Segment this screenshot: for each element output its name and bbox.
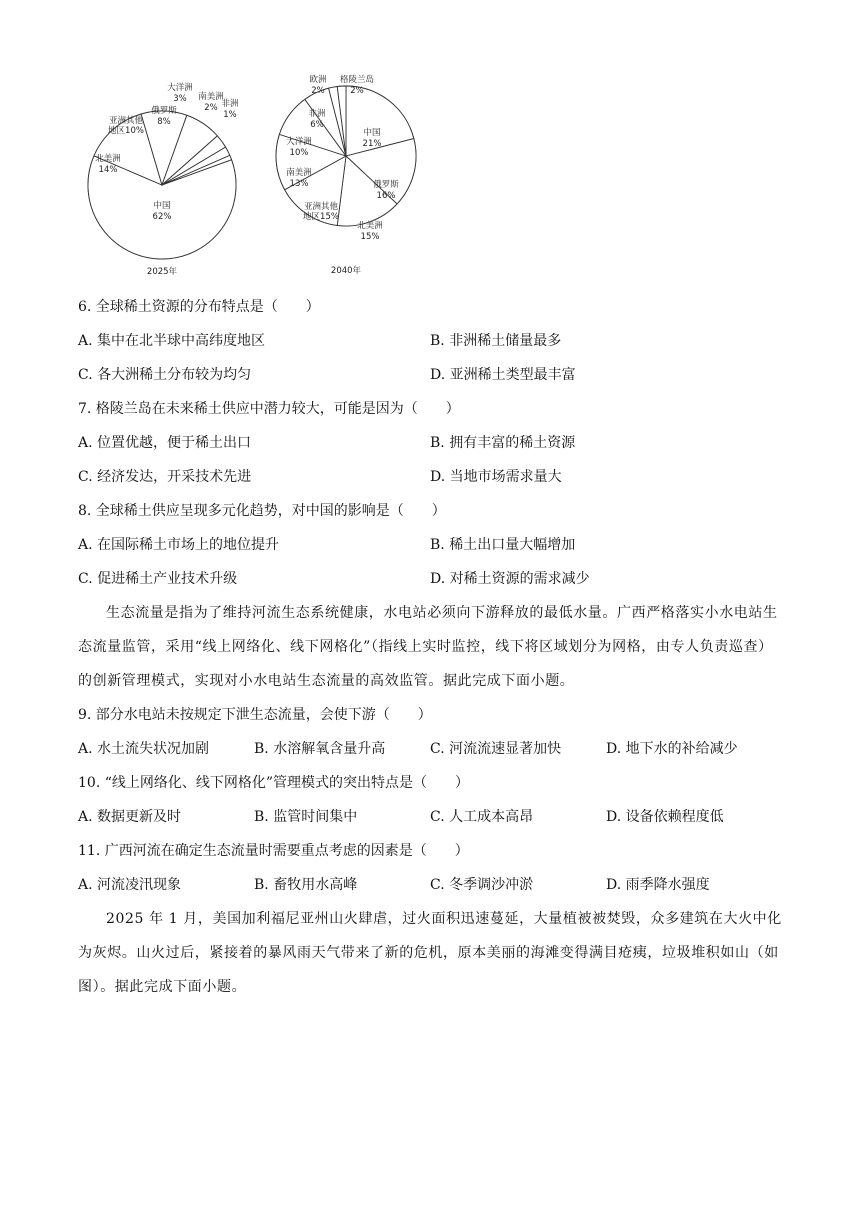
pie-value-南美洲: 2% xyxy=(204,103,218,113)
pie-value-俄罗斯: 16% xyxy=(376,191,396,201)
pie-year-label: 2025年 xyxy=(146,267,178,277)
q11-option-a[interactable]: A. 河流凌汛现象 xyxy=(78,877,182,893)
q8-option-d[interactable]: D. 对稀土资源的需求减少 xyxy=(430,571,590,587)
pie-charts-svg xyxy=(70,68,470,288)
q6-option-d[interactable]: D. 亚洲稀土类型最丰富 xyxy=(430,367,576,383)
pie-label-俄罗斯: 俄罗斯 xyxy=(373,180,399,190)
q8-stem: 8. 全球稀土供应呈现多元化趋势，对中国的影响是（ ） xyxy=(78,503,446,519)
pie-label-北美洲: 北美洲 xyxy=(95,154,121,164)
pie-label-亚洲其他地区: 亚洲其他 xyxy=(108,116,144,126)
pie-value-格陵兰岛: 2% xyxy=(350,86,364,96)
q7-stem: 7. 格陵兰岛在未来稀土供应中潜力较大，可能是因为（ ） xyxy=(78,401,460,417)
q6-stem: 6. 全球稀土资源的分布特点是（ ） xyxy=(78,299,320,315)
pie-value-亚洲其他地区: 地区10% xyxy=(108,126,144,136)
q9-option-d[interactable]: D. 地下水的补给减少 xyxy=(606,741,738,757)
q11-stem: 11. 广西河流在确定生态流量时需要重点考虑的因素是（ ） xyxy=(78,843,469,859)
q10-option-b[interactable]: B. 监管时间集中 xyxy=(254,809,358,825)
q9-option-c[interactable]: C. 河流流速显著加快 xyxy=(430,741,562,757)
pie-value-欧洲: 2% xyxy=(311,86,325,96)
q7-option-d[interactable]: D. 当地市场需求量大 xyxy=(430,469,562,485)
pie-label-大洋洲: 大洋洲 xyxy=(167,83,193,93)
pie-charts-figure xyxy=(70,68,470,288)
q11-option-d[interactable]: D. 雨季降水强度 xyxy=(606,877,710,893)
pie-label-中国: 中国 xyxy=(153,201,171,211)
q9-option-a[interactable]: A. 水土流失状况加剧 xyxy=(78,741,210,757)
pie-label-南美洲: 南美洲 xyxy=(286,168,312,178)
pie-value-大洋洲: 10% xyxy=(289,148,309,158)
pie-label-非洲: 非洲 xyxy=(308,109,326,119)
pie-value-非洲: 6% xyxy=(310,120,324,130)
pie-value-非洲: 1% xyxy=(223,110,237,120)
q11-option-b[interactable]: B. 畜牧用水高峰 xyxy=(254,877,358,893)
q10-option-d[interactable]: D. 设备依赖程度低 xyxy=(606,809,724,825)
q10-option-c[interactable]: C. 人工成本高昂 xyxy=(430,809,534,825)
q9-option-b[interactable]: B. 水溶解氧含量升高 xyxy=(254,741,386,757)
pie-label-非洲: 非洲 xyxy=(221,99,239,109)
pie-value-俄罗斯: 8% xyxy=(157,117,171,127)
q8-option-b[interactable]: B. 稀土出口量大幅增加 xyxy=(430,537,576,553)
pie-year-label: 2040年 xyxy=(330,266,362,276)
pie-label-南美洲: 南美洲 xyxy=(198,92,224,102)
pie-value-南美洲: 13% xyxy=(289,179,309,189)
passage-california-wildfire: 2025 年 1 月，美国加利福尼亚州山火肆虐，过火面积迅速蔓延，大量植被被焚毁，众多建筑在大火中化为灰烬。山火过后，紧接着的暴风雨天气带来了新的危机，原本美丽的海滩变得满目疮痍，垃圾堆积如山（如图）。据此完成下面小题。 xyxy=(78,911,782,995)
pie-value-中国: 62% xyxy=(152,212,172,222)
q7-option-b[interactable]: B. 拥有丰富的稀土资源 xyxy=(430,435,576,451)
q9-stem: 9. 部分水电站未按规定下泄生态流量，会使下游（ ） xyxy=(78,707,432,723)
pie-label-中国: 中国 xyxy=(363,128,381,138)
pie-value-亚洲其他地区: 地区15% xyxy=(303,212,339,222)
q8-option-a[interactable]: A. 在国际稀土市场上的地位提升 xyxy=(78,537,280,553)
pie-label-俄罗斯: 俄罗斯 xyxy=(151,106,177,116)
pie-value-中国: 21% xyxy=(362,139,382,149)
q11-option-c[interactable]: C. 冬季调沙冲淤 xyxy=(430,877,534,893)
q10-stem: 10. “线上网络化、线下网格化”管理模式的突出特点是（ ） xyxy=(78,775,470,791)
passage-ecological-flow: 生态流量是指为了维持河流生态系统健康，水电站必须向下游释放的最低水量。广西严格落实小水电站生态流量监管，采用“线上网络化、线下网格化”（指线上实时监控，线下将区域划分为网格，由专人负责巡查）的创新管理模式，实现对小水电站生态流量的高效监管。据此完成下面小题。 xyxy=(78,605,778,689)
q7-option-a[interactable]: A. 位置优越，便于稀土出口 xyxy=(78,435,252,451)
q6-option-c[interactable]: C. 各大洲稀土分布较为均匀 xyxy=(78,367,252,383)
pie-label-格陵兰岛: 格陵兰岛 xyxy=(339,75,375,85)
pie-label-北美洲: 北美洲 xyxy=(357,221,383,231)
pie-label-亚洲其他地区: 亚洲其他 xyxy=(303,202,339,212)
q6-option-a[interactable]: A. 集中在北半球中高纬度地区 xyxy=(78,333,266,349)
pie-label-大洋洲: 大洋洲 xyxy=(286,137,312,147)
pie-value-大洋洲: 3% xyxy=(173,94,187,104)
pie-label-欧洲: 欧洲 xyxy=(309,75,327,85)
q6-option-b[interactable]: B. 非洲稀土储量最多 xyxy=(430,333,562,349)
q7-option-c[interactable]: C. 经济发达，开采技术先进 xyxy=(78,469,252,485)
q10-option-a[interactable]: A. 数据更新及时 xyxy=(78,809,182,825)
pie-value-北美洲: 15% xyxy=(360,232,380,242)
pie-value-北美洲: 14% xyxy=(98,165,118,175)
q8-option-c[interactable]: C. 促进稀土产业技术升级 xyxy=(78,571,238,587)
